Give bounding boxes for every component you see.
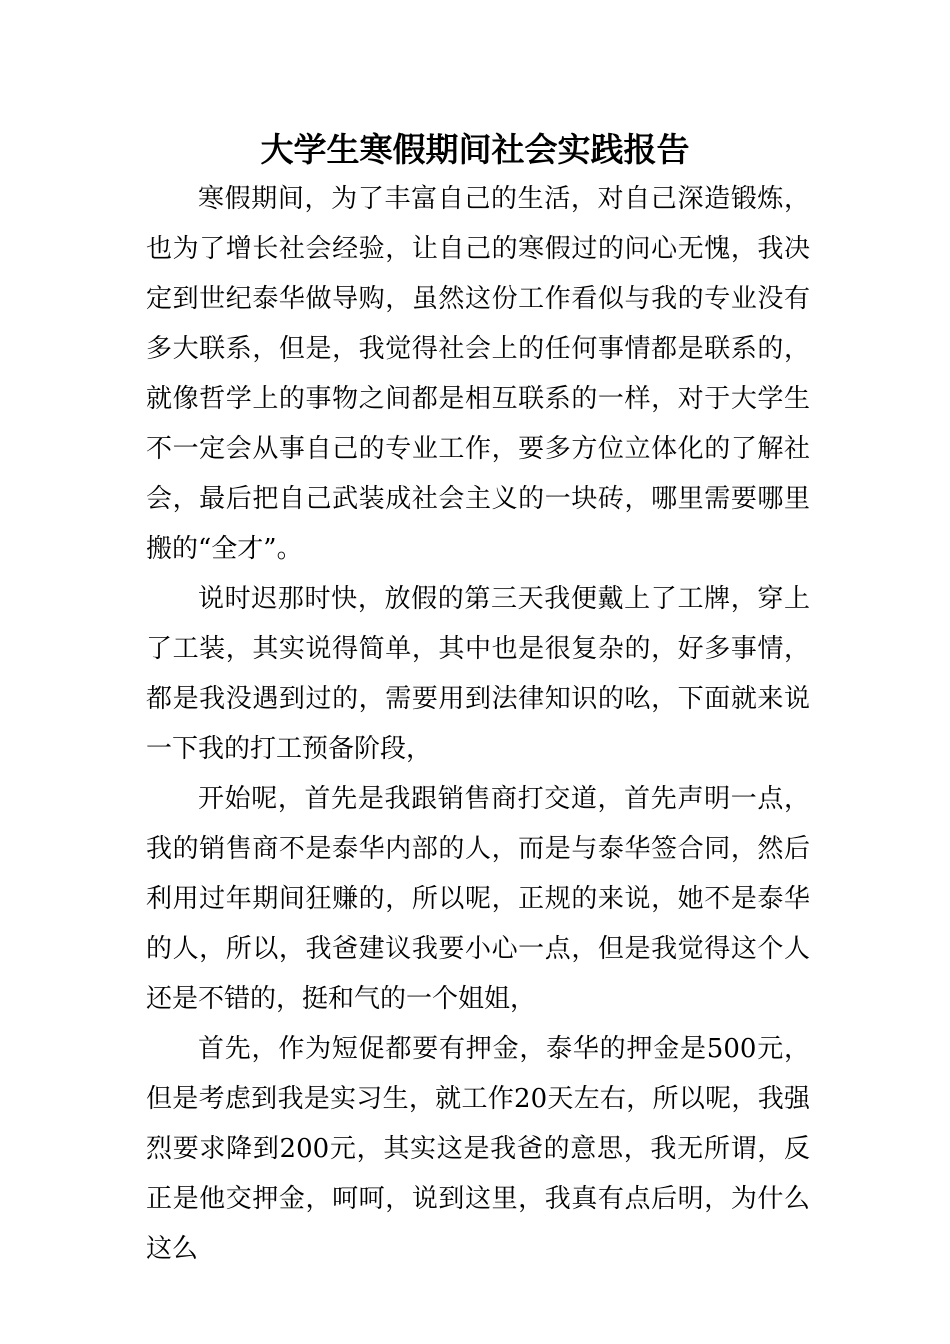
paragraph: 开始呢，首先是我跟销售商打交道，首先声明一点，我的销售商不是泰华内部的人，而是与泰华签合同，然后利用过年期间狂赚的，所以呢，正规的来说，她不是泰华的人，所以，我爸建议我要小心一点，但是我觉得这个人还是不错的，挺和气的一个姐姐， — [146, 784, 810, 1014]
document-body — [146, 174, 810, 1274]
paragraph: 首先，作为短促都要有押金，泰华的押金是500元，但是考虑到我是实习生，就工作20天左右，所以呢，我强烈要求降到200元，其实这是我爸的意思，我无所谓，反正是他交押金，呵呵，说到这里，我真有点后明，为什么这么 — [146, 1034, 810, 1264]
paragraph: 寒假期间，为了丰富自己的生活，对自己深造锻炼，也为了增长社会经验，让自己的寒假过的问心无愧，我决定到世纪泰华做导购，虽然这份工作看似与我的专业没有多大联系，但是，我觉得社会上的任何事情都是联系的，就像哲学上的事物之间都是相互联系的一样，对于大学生不一定会从事自己的专业工作，要多方位立体化的了解社会，最后把自己武装成社会主义的一块砖，哪里需要哪里搬的“全才”。 — [146, 184, 810, 564]
document-title: 大学生寒假期间社会实践报告 — [260, 130, 690, 169]
paragraph: 说时迟那时快，放假的第三天我便戴上了工牌，穿上了工装，其实说得简单，其中也是很复杂的，好多事情，都是我没遇到过的，需要用到法律知识的吆，下面就来说一下我的打工预备阶段， — [146, 584, 810, 764]
